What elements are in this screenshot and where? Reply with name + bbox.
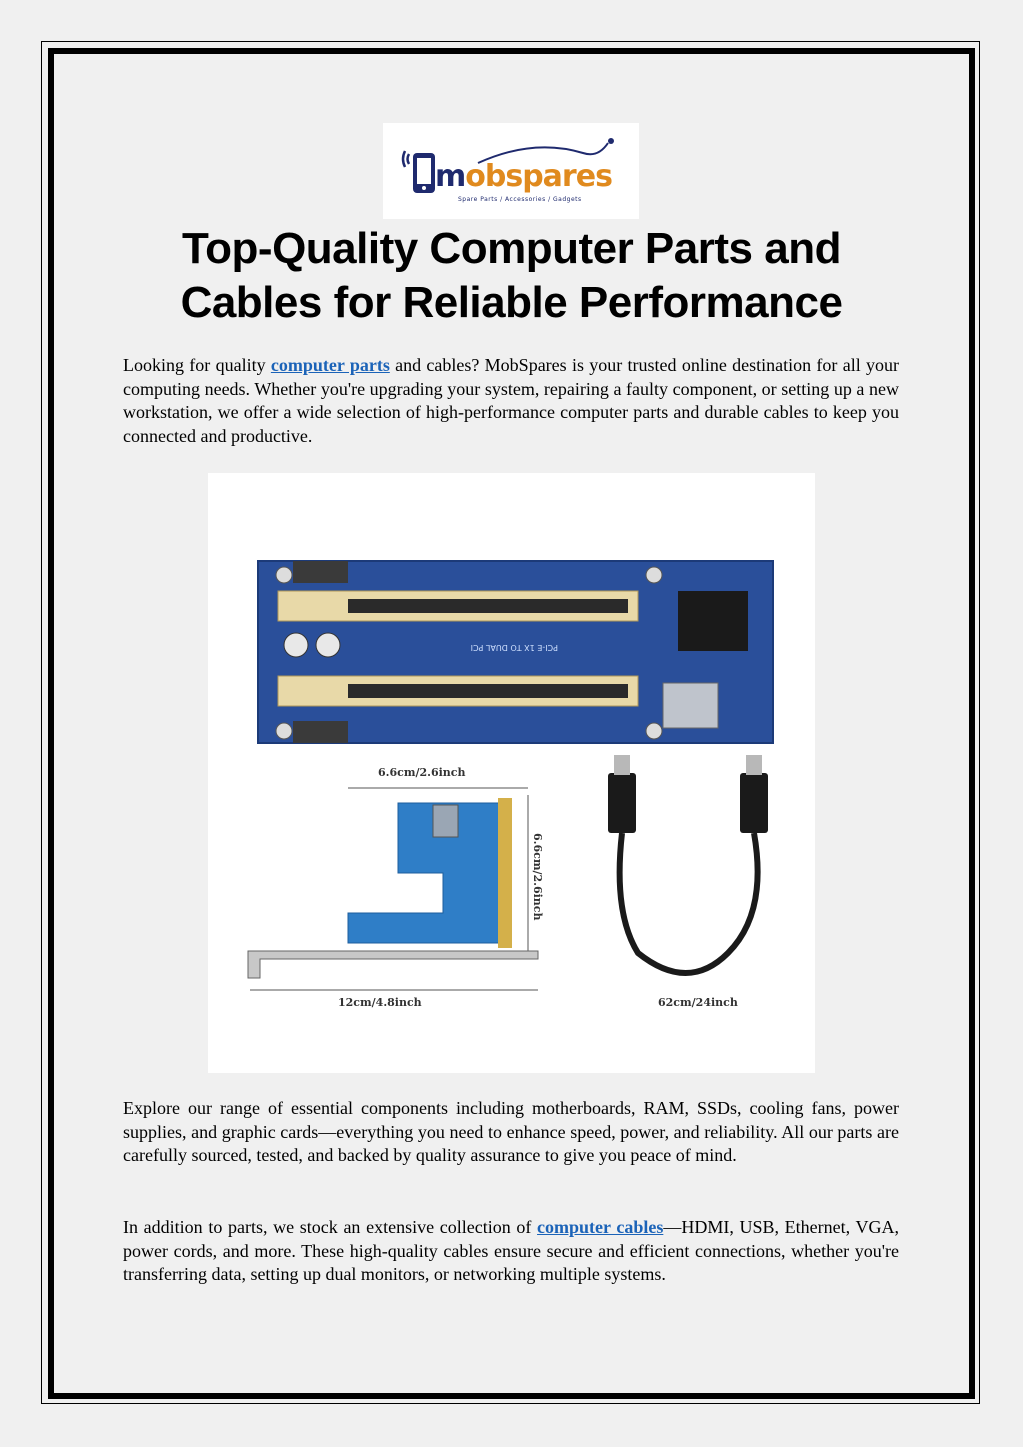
intro-text-end: and cables? MobSpares is your trusted online destination for all your computing needs. Whether you're upgrading your system, repairing a faulty component, or setting up a new workstation, we offer a wide selection of high-performance computer parts and durable cables to keep you connected and productive. (123, 355, 899, 446)
logo-letter-m: m (435, 159, 466, 194)
computer-parts-link[interactable]: computer parts (270, 355, 390, 375)
riser-adapter-board (248, 798, 538, 978)
product-image (208, 473, 815, 1073)
dim-width-label: 6.6cm/2.6inch (378, 766, 466, 779)
dim-height-label: 6.6cm/2.6inch (531, 833, 544, 921)
cables-paragraph (123, 1216, 899, 1287)
cables-text-end: —HDMI, USB, Ethernet, VGA, power cords, and more. These high-quality cables ensure secure and efficient connections, whether you're transferring data, setting up dual monitors, or networking multiple systems. (123, 1217, 899, 1284)
explore-paragraph: Explore our range of essential components including motherboards, RAM, SSDs, cooling fans, power supplies, and graphic cards—everything you need to enhance speed, power, and reliability. All our parts are carefully sourced, tested, and backed by quality assurance to give you peace of mind. (123, 1098, 899, 1165)
logo-wordmark (435, 159, 612, 194)
product-illustration (208, 473, 815, 1073)
intro-paragraph (123, 354, 899, 448)
page-title (100, 222, 923, 330)
intro-text-start: Looking for quality (123, 355, 271, 375)
logo-tagline: Spare Parts / Accessories / Gadgets (458, 196, 582, 203)
title-line-2: Cables for Reliable Performance (180, 278, 843, 327)
signal-icon (403, 151, 405, 167)
title-line-1: Top-Quality Computer Parts and (182, 224, 841, 273)
usb-cable (608, 755, 768, 1009)
mobspares-logo (383, 123, 639, 219)
pcie-dual-pci-card (258, 561, 773, 743)
usb-port (663, 683, 718, 728)
dim-length-label: 12cm/4.8inch (338, 996, 422, 1009)
cables-text-start: In addition to parts, we stock an extensive collection of (123, 1217, 538, 1237)
cable-length-label: 62cm/24inch (658, 996, 738, 1009)
computer-cables-link[interactable]: computer cables (537, 1217, 664, 1237)
logo-letters-rest: obspares (465, 159, 612, 194)
bridge-chip (678, 591, 748, 651)
card-label: PCI-E 1X TO DUAL PCI (470, 643, 558, 652)
